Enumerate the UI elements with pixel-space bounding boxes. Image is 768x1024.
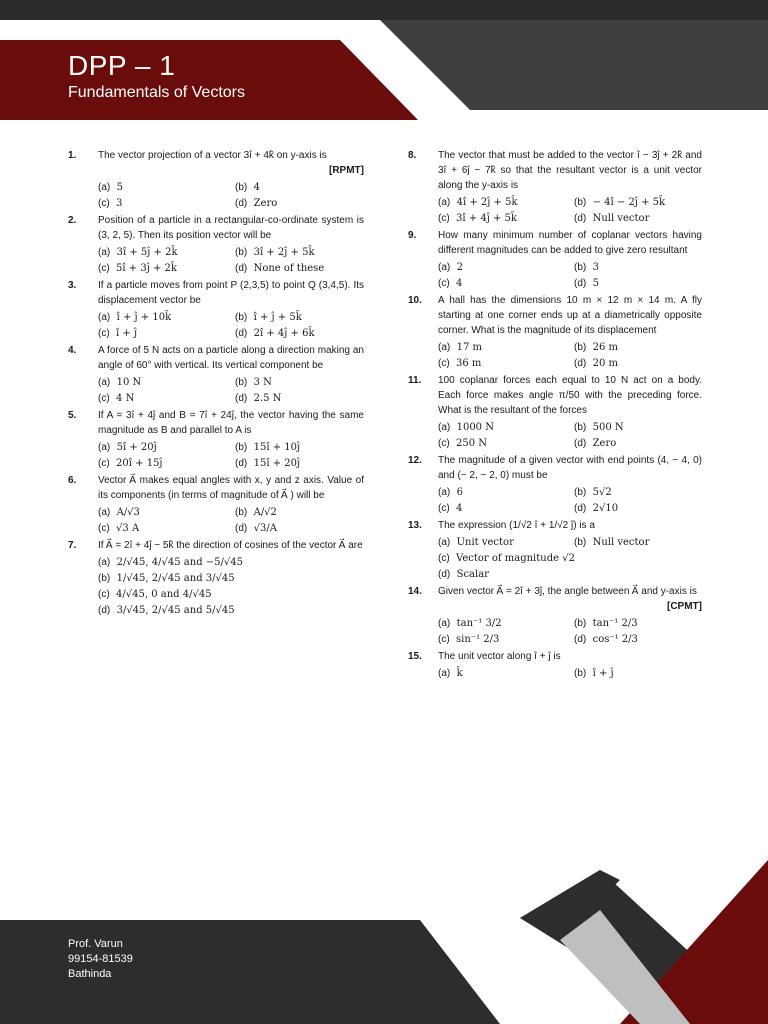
page-subtitle: Fundamentals of Vectors <box>68 84 245 101</box>
option-label: (a) <box>98 312 111 323</box>
option-text: 3 N <box>253 377 272 388</box>
option-label: (a) <box>438 197 451 208</box>
option <box>438 485 566 500</box>
question-text: If A = 3î + 4ĵ and B = 7î + 24ĵ, the vector having the same magnitude as B and parallel to A is <box>98 410 364 436</box>
option <box>438 551 702 566</box>
options-grid <box>438 340 702 371</box>
option-text: Zero <box>592 438 617 449</box>
option-text: 3î + 2ĵ + 5k̂ <box>253 247 315 258</box>
question-number: 6. <box>68 475 77 486</box>
option <box>438 436 566 451</box>
option-label: (c) <box>98 458 110 469</box>
option-label: (d) <box>235 393 248 404</box>
option-label: (d) <box>98 605 111 616</box>
option <box>574 260 702 275</box>
option-label: (c) <box>98 589 110 600</box>
option <box>235 521 364 536</box>
option <box>574 211 702 226</box>
option-label: (d) <box>574 438 587 449</box>
question-number: 10. <box>408 295 422 306</box>
option-label: (b) <box>574 668 587 679</box>
option <box>438 501 566 516</box>
option-text: None of these <box>253 263 325 274</box>
question-2 <box>68 213 364 276</box>
option-label: (c) <box>438 278 450 289</box>
option-text: 15î + 10ĵ <box>253 442 301 453</box>
option-label: (b) <box>235 377 248 388</box>
option-label: (c) <box>98 393 110 404</box>
option-label: (a) <box>98 442 111 453</box>
option-text: 20î + 15ĵ <box>116 458 163 469</box>
option <box>574 276 702 291</box>
option <box>98 375 227 390</box>
option <box>98 587 227 602</box>
option-label: (d) <box>574 213 587 224</box>
question-text: The magnitude of a given vector with end points (4, − 4, 0) and (− 2, − 2, 0) must be <box>438 455 702 481</box>
option-label: (b) <box>235 312 248 323</box>
option-label: (b) <box>574 487 587 498</box>
option-label: (d) <box>574 503 587 514</box>
option-text: 3î + 5ĵ + 2k̂ <box>116 247 178 258</box>
option <box>98 196 227 211</box>
option-label: (a) <box>438 342 451 353</box>
option <box>235 440 364 455</box>
option-label: (b) <box>574 262 587 273</box>
option-text: 20 m <box>592 358 618 369</box>
option-label: (d) <box>235 328 248 339</box>
question-15 <box>408 649 702 681</box>
option-text: 4 <box>456 503 463 514</box>
question-text: Vector A⃗ makes equal angles with x, y and z axis. Value of its components (in terms of magnitude of A⃗ ) will be <box>98 475 364 501</box>
option <box>98 456 227 471</box>
option-text: 500 N <box>592 422 624 433</box>
option-text: 5î + 3ĵ + 2k̂ <box>116 263 177 274</box>
option-text: 3 <box>116 198 123 209</box>
option <box>235 180 364 195</box>
option-text: A/√2 <box>253 507 277 518</box>
option-text: Unit vector <box>456 537 514 548</box>
option <box>574 436 702 451</box>
option <box>98 440 227 455</box>
question-number: 5. <box>68 410 77 421</box>
option-label: (d) <box>235 198 248 209</box>
option-label: (b) <box>574 342 587 353</box>
options-grid <box>98 180 364 211</box>
option <box>438 567 566 582</box>
option-text: 2√10 <box>592 503 619 514</box>
option-label: (a) <box>438 537 451 548</box>
option-label: (a) <box>438 422 451 433</box>
option-label: (c) <box>438 358 450 369</box>
option <box>235 391 364 406</box>
option-label: (b) <box>235 442 248 453</box>
option-text: Vector of magnitude √2 <box>456 553 575 564</box>
option-text: 1000 N <box>456 422 494 433</box>
option <box>235 505 364 520</box>
option-label: (d) <box>235 458 248 469</box>
option-text: 2î + 4ĵ + 6k̂ <box>253 328 315 339</box>
option <box>235 375 364 390</box>
author-city: Bathinda <box>68 968 112 980</box>
question-number: 11. <box>408 375 422 386</box>
question-11 <box>408 373 702 451</box>
option-label: (d) <box>235 523 248 534</box>
option-text: 2.5 N <box>253 393 282 404</box>
options-grid <box>98 555 364 618</box>
options-grid <box>98 245 364 276</box>
option <box>574 616 702 631</box>
option-label: (b) <box>574 197 587 208</box>
option-label: (a) <box>98 377 111 388</box>
option <box>98 391 227 406</box>
options-grid <box>438 195 702 226</box>
option-text: 5 <box>592 278 599 289</box>
question-number: 4. <box>68 345 77 356</box>
option-text: A/√3 <box>116 507 140 518</box>
option-text: 3î + 4ĵ + 5k̂ <box>456 213 517 224</box>
option-label: (a) <box>438 487 451 498</box>
left-question-column <box>68 148 364 620</box>
author-phone: 99154-81539 <box>68 953 133 965</box>
option-label: (b) <box>235 247 248 258</box>
option-label: (c) <box>438 503 450 514</box>
option-text: 4 N <box>116 393 135 404</box>
option-label: (c) <box>98 263 110 274</box>
option-text: î + ĵ <box>592 668 614 679</box>
option-text: 3/√45, 2/√45 and 5/√45 <box>116 605 235 616</box>
option-text: î + ĵ <box>116 328 138 339</box>
option-label: (b) <box>98 573 111 584</box>
option <box>235 245 364 260</box>
author-name: Prof. Varun <box>68 938 123 950</box>
option-label: (a) <box>98 507 111 518</box>
option <box>98 261 227 276</box>
question-number: 7. <box>68 540 77 551</box>
option <box>98 555 364 570</box>
option <box>438 632 566 647</box>
option <box>235 261 364 276</box>
option <box>438 616 566 631</box>
option <box>98 603 364 618</box>
option-text: 5î + 20ĵ <box>116 442 157 453</box>
question-text: How many minimum number of coplanar vectors having different magnitudes can be added to give zero resultant <box>438 230 702 256</box>
header-maroon-band <box>0 40 418 120</box>
option-label: (a) <box>438 618 451 629</box>
option <box>574 485 702 500</box>
right-question-column <box>408 148 702 683</box>
option <box>98 571 364 586</box>
option <box>98 505 227 520</box>
question-number: 1. <box>68 150 77 161</box>
question-text: 100 coplanar forces each equal to 10 N act on a body. Each force makes angle π/50 with the preceding force. What is the resultant of the forces <box>438 375 702 416</box>
option-text: 3 <box>592 262 599 273</box>
question-8 <box>408 148 702 226</box>
question-6 <box>68 473 364 536</box>
question-number: 13. <box>408 520 422 531</box>
option-text: 5√2 <box>592 487 612 498</box>
option-text: 10 N <box>116 377 142 388</box>
question-7 <box>68 538 364 618</box>
option <box>438 340 566 355</box>
option <box>98 521 227 536</box>
question-12 <box>408 453 702 516</box>
question-10 <box>408 293 702 371</box>
question-text: A hall has the dimensions 10 m × 12 m × 14 m. A fly starting at one corner ends up at a diametrically opposite corner. What is the magnitude of its displacement <box>438 295 702 336</box>
question-9 <box>408 228 702 291</box>
option-label: (b) <box>235 182 248 193</box>
question-text: The vector projection of a vector 3î + 4k̂ on y-axis is <box>98 150 327 161</box>
question-text: If A⃗ = 2î + 4ĵ − 5k̂ the direction of cosines of the vector A⃗ are <box>98 540 363 551</box>
options-grid <box>438 485 702 516</box>
option <box>438 535 566 550</box>
option-label: (b) <box>574 422 587 433</box>
page-title: DPP – 1 <box>68 50 176 81</box>
question-13 <box>408 518 702 582</box>
question-text: A force of 5 N acts on a particle along a direction making an angle of 60° with vertical. Its vertical component be <box>98 345 364 371</box>
option <box>98 180 227 195</box>
option <box>438 195 566 210</box>
options-grid <box>438 535 702 582</box>
option-text: î + ĵ + 10k̂ <box>116 312 172 323</box>
option <box>574 420 702 435</box>
question-text: The vector that must be added to the vector î − 3ĵ + 2k̂ and 3î + 6ĵ − 7k̂ so that the resultant vector is a unit vector along the y-axis is <box>438 150 702 191</box>
option <box>574 501 702 516</box>
question-5 <box>68 408 364 471</box>
option-label: (a) <box>98 182 111 193</box>
option <box>438 666 566 681</box>
option <box>98 326 227 341</box>
option-text: 2/√45, 4/√45 and −5/√45 <box>116 557 243 568</box>
option-label: (c) <box>98 198 110 209</box>
option-label: (d) <box>574 278 587 289</box>
question-text: Given vector A⃗ = 2î + 3ĵ, the angle between A⃗ and y-axis is <box>438 586 697 597</box>
option-text: tan⁻¹ 3/2 <box>456 618 502 629</box>
option <box>438 276 566 291</box>
option-label: (c) <box>98 523 110 534</box>
option-text: 4 <box>456 278 463 289</box>
option-text: 4/√45, 0 and 4/√45 <box>116 589 212 600</box>
options-grid <box>98 310 364 341</box>
options-grid <box>438 420 702 451</box>
option-label: (c) <box>438 634 450 645</box>
option-text: 17 m <box>456 342 482 353</box>
question-number: 14. <box>408 586 422 597</box>
option-text: 6 <box>456 487 463 498</box>
options-grid <box>98 440 364 471</box>
question-3 <box>68 278 364 341</box>
question-14 <box>408 584 702 647</box>
option-label: (a) <box>98 557 111 568</box>
option <box>98 310 227 325</box>
option-label: (b) <box>574 537 587 548</box>
question-text: The unit vector along î + ĵ is <box>438 651 561 662</box>
option-text: Null vector <box>592 537 650 548</box>
question-text: If a particle moves from point P (2,3,5) to point Q (3,4,5). Its displacement vector be <box>98 280 364 306</box>
options-grid <box>438 260 702 291</box>
option-text: î + ĵ + 5k̂ <box>253 312 302 323</box>
question-number: 15. <box>408 651 422 662</box>
option <box>574 195 702 210</box>
question-text: The expression (1/√2 î + 1/√2 ĵ) is a <box>438 520 595 531</box>
option-text: Null vector <box>592 213 650 224</box>
option-text: √3/A <box>253 523 277 534</box>
option <box>438 260 566 275</box>
option-text: − 4î − 2ĵ + 5k̂ <box>592 197 666 208</box>
option-text: 5 <box>116 182 123 193</box>
option-label: (c) <box>438 438 450 449</box>
option <box>574 632 702 647</box>
option-label: (d) <box>574 358 587 369</box>
options-grid <box>98 505 364 536</box>
option-label: (d) <box>438 569 451 580</box>
option <box>574 666 702 681</box>
option <box>438 356 566 371</box>
option <box>574 356 702 371</box>
exam-source-tag: [RPMT] <box>329 165 364 176</box>
question-4 <box>68 343 364 406</box>
option-text: k̂ <box>456 668 463 679</box>
option-text: 2 <box>456 262 463 273</box>
options-grid <box>438 666 702 681</box>
question-1 <box>68 148 364 211</box>
option-text: 15î + 20ĵ <box>253 458 301 469</box>
option-text: sin⁻¹ 2/3 <box>456 634 500 645</box>
question-number: 9. <box>408 230 417 241</box>
option-label: (a) <box>98 247 111 258</box>
option-label: (a) <box>438 668 451 679</box>
question-text: Position of a particle in a rectangular-co-ordinate system is (3, 2, 5). Then its position vector will be <box>98 215 364 241</box>
option <box>235 196 364 211</box>
option <box>574 340 702 355</box>
option-label: (a) <box>438 262 451 273</box>
option-text: cos⁻¹ 2/3 <box>592 634 638 645</box>
option-label: (c) <box>438 553 450 564</box>
option-text: 4 <box>253 182 260 193</box>
option-label: (b) <box>574 618 587 629</box>
option-text: Zero <box>253 198 278 209</box>
option-label: (d) <box>235 263 248 274</box>
option <box>438 211 566 226</box>
footer-contact <box>68 937 133 982</box>
question-number: 3. <box>68 280 77 291</box>
option-text: 36 m <box>456 358 482 369</box>
question-number: 2. <box>68 215 77 226</box>
question-number: 12. <box>408 455 422 466</box>
option <box>235 456 364 471</box>
option-text: 26 m <box>592 342 618 353</box>
option-text: tan⁻¹ 2/3 <box>592 618 638 629</box>
option-label: (c) <box>98 328 110 339</box>
header-gray-band <box>380 20 768 110</box>
option <box>574 535 702 550</box>
option-text: 250 N <box>456 438 488 449</box>
option-text: Scalar <box>456 569 489 580</box>
option <box>235 326 364 341</box>
option-text: 1/√45, 2/√45 and 3/√45 <box>116 573 235 584</box>
option <box>438 420 566 435</box>
question-number: 8. <box>408 150 417 161</box>
option-label: (c) <box>438 213 450 224</box>
option-text: 4î + 2ĵ + 5k̂ <box>456 197 518 208</box>
option-text: √3 A <box>116 523 140 534</box>
options-grid <box>98 375 364 406</box>
exam-source-tag: [CPMT] <box>667 601 702 612</box>
option <box>235 310 364 325</box>
option-label: (d) <box>574 634 587 645</box>
option <box>98 245 227 260</box>
options-grid <box>438 616 702 647</box>
option-label: (b) <box>235 507 248 518</box>
